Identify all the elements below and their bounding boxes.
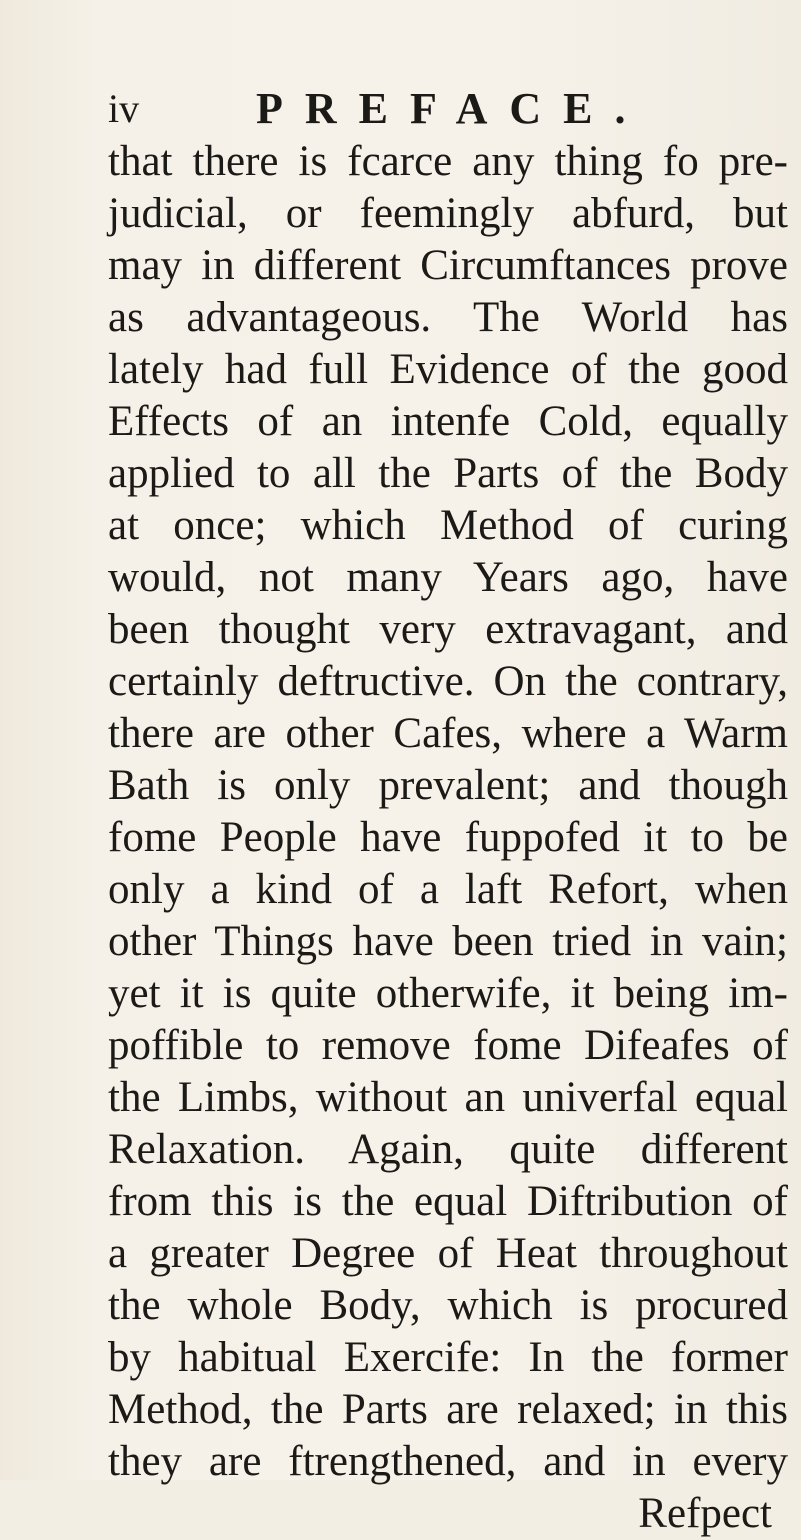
text-line: as advantageous. The World has — [108, 294, 788, 341]
text-line: by habitual Exercife: In the former — [108, 1334, 788, 1381]
text-line: they are ftrengthened, and in every — [108, 1438, 788, 1485]
text-line: a greater Degree of Heat throughout — [108, 1230, 788, 1277]
catchword: Refpect — [638, 1490, 772, 1537]
text-line: Effects of an intenfe Cold, equally — [108, 398, 788, 445]
text-line: the whole Body, which is procured — [108, 1282, 788, 1329]
text-line: other Things have been tried in vain; — [108, 918, 788, 965]
text-line: may in different Circumftances prove — [108, 242, 788, 289]
text-line: only a kind of a laft Refort, when — [108, 866, 788, 913]
text-line: lately had full Evidence of the good — [108, 346, 788, 393]
text-line: certainly deftructive. On the contrary, — [108, 658, 788, 705]
text-line: Bath is only prevalent; and though — [108, 762, 788, 809]
text-line: that there is fcarce any thing fo pre- — [108, 138, 788, 185]
text-line: Method, the Parts are relaxed; in this — [108, 1386, 788, 1433]
page-header — [108, 84, 668, 134]
text-line: been thought very extravagant, and — [108, 606, 788, 653]
text-line: at once; which Method of curing — [108, 502, 788, 549]
page-number: iv — [108, 86, 140, 131]
text-line: yet it is quite otherwife, it being im- — [108, 970, 788, 1017]
text-line: judicial, or feemingly abfurd, but — [108, 190, 788, 237]
text-line: from this is the equal Diftribution of — [108, 1178, 788, 1225]
text-line: poffible to remove fome Difeafes of — [108, 1022, 788, 1069]
text-line: there are other Cafes, where a Warm — [108, 710, 788, 757]
text-line: applied to all the Parts of the Body — [108, 450, 788, 497]
body-text — [108, 136, 788, 1540]
text-line: Relaxation. Again, quite different — [108, 1126, 788, 1173]
text-line: the Limbs, without an univerfal equal — [108, 1074, 788, 1121]
text-line: would, not many Years ago, have — [108, 554, 788, 601]
text-line: fome People have fuppofed it to be — [108, 814, 788, 861]
running-title: PREFACE. — [256, 84, 648, 133]
